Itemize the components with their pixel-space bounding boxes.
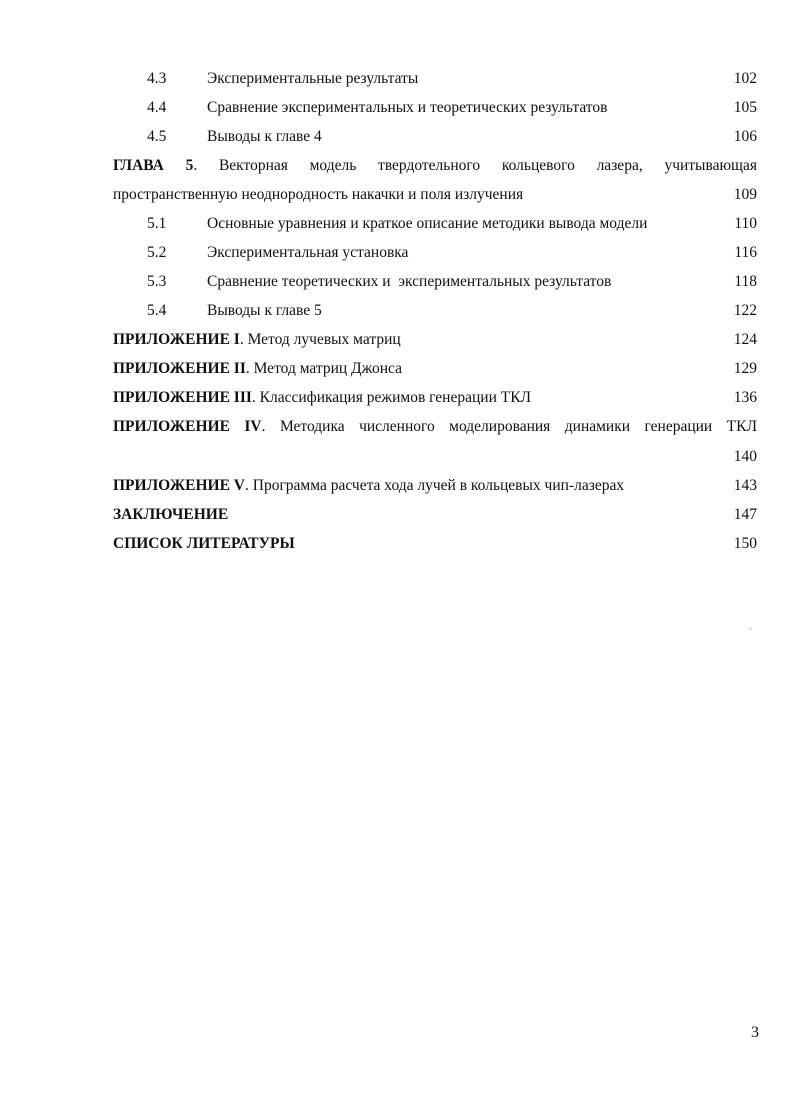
conclusion-title: ЗАКЛЮЧЕНИЕ — [113, 506, 229, 523]
appendix-name: . Метод матриц Джонса — [245, 360, 402, 377]
toc-page: 116 — [734, 244, 757, 261]
toc-page: 129 — [733, 360, 757, 377]
appendix-title — [113, 418, 757, 436]
toc-page: 147 — [733, 506, 757, 523]
toc-page: 105 — [733, 99, 757, 116]
chapter-title-line-1 — [113, 157, 757, 175]
toc-title: Выводы к главе 4 — [207, 128, 322, 145]
toc-page: 106 — [733, 128, 757, 145]
appendix-label: ПРИЛОЖЕНИЕ II — [113, 360, 246, 377]
toc-title: Сравнение экспериментальных и теоретических результатов — [207, 99, 608, 116]
toc-number: 5.4 — [147, 302, 167, 319]
toc-page: 118 — [734, 273, 757, 290]
appendix-title — [113, 331, 401, 349]
toc-title: Сравнение теоретических и экспериментальных результатов — [207, 273, 612, 290]
appendix-label: ПРИЛОЖЕНИЕ III — [113, 389, 252, 406]
chapter-title-line-2: пространственную неоднородность накачки и поля излучения — [113, 186, 524, 203]
toc-page: 110 — [734, 215, 757, 232]
toc-page: 140 — [733, 448, 757, 465]
page-number: 3 — [751, 1024, 759, 1041]
toc-page: 102 — [733, 70, 757, 87]
toc-title: Основные уравнения и краткое описание методики вывода модели — [207, 215, 648, 232]
stray-mark: ` — [749, 628, 753, 639]
chapter-label: ГЛАВА 5 — [113, 157, 194, 174]
toc-number: 5.2 — [147, 244, 167, 261]
appendix-name: . Методика численного моделирования динамики генерации ТКЛ — [261, 418, 757, 435]
toc-number: 4.4 — [147, 99, 167, 116]
toc-title: Выводы к главе 5 — [207, 302, 322, 319]
toc-page: 124 — [733, 331, 757, 348]
appendix-name: . Программа расчета хода лучей в кольцевых чип-лазерах — [245, 477, 625, 494]
appendix-name: . Метод лучевых матриц — [239, 331, 401, 348]
toc-page: 150 — [733, 535, 757, 552]
appendix-label: ПРИЛОЖЕНИЕ IV — [113, 418, 262, 435]
toc-number: 4.5 — [147, 128, 167, 145]
appendix-title — [113, 389, 531, 407]
appendix-title — [113, 477, 624, 495]
toc-number: 5.3 — [147, 273, 167, 290]
chapter-title: . Векторная модель твердотельного кольцевого лазера, учитывающая — [193, 157, 757, 174]
toc-page: 122 — [733, 302, 757, 319]
toc-number: 5.1 — [147, 215, 167, 232]
appendix-label: ПРИЛОЖЕНИЕ I — [113, 331, 240, 348]
toc-page: 136 — [733, 389, 757, 406]
appendix-title — [113, 360, 402, 378]
references-title: СПИСОК ЛИТЕРАТУРЫ — [113, 535, 295, 552]
toc-page: 143 — [733, 477, 757, 494]
toc-page: 109 — [733, 186, 757, 203]
toc-title: Экспериментальные результаты — [207, 70, 419, 87]
appendix-label: ПРИЛОЖЕНИЕ V — [113, 477, 245, 494]
appendix-name: . Классификация режимов генерации ТКЛ — [251, 389, 532, 406]
toc-number: 4.3 — [147, 70, 167, 87]
toc-title: Экспериментальная установка — [207, 244, 409, 261]
